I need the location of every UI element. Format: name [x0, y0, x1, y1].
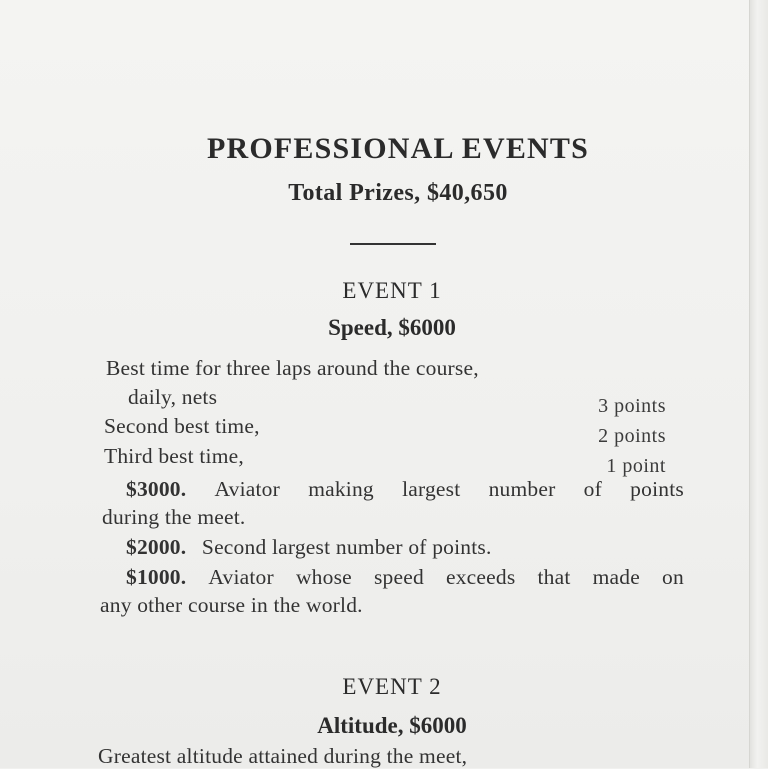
page-title: PROFESSIONAL EVENTS: [206, 132, 590, 165]
event-1-line-3: Second best time,: [104, 414, 260, 438]
prize-1000-word: that: [537, 565, 571, 589]
prize-3000-word: points: [630, 477, 684, 501]
prize-3000-continuation: during the meet.: [102, 505, 246, 529]
event-1-line-1: Best time for three laps around the course,: [106, 356, 479, 380]
divider-rule: [350, 243, 436, 245]
page-edge: [749, 0, 768, 768]
event-1-subheading: Speed, $6000: [328, 315, 456, 340]
prize-3000-word: of: [583, 477, 602, 501]
prize-1000-amount: $1000.: [126, 565, 187, 589]
prize-1000-word: whose: [295, 565, 352, 589]
event-1-points-2: 2 points: [598, 425, 666, 447]
prize-3000-word: making: [308, 477, 374, 501]
event-2-line-1: Greatest altitude attained during the meet,: [98, 744, 468, 768]
prize-1000-line: [126, 565, 684, 590]
total-prizes-subtitle: Total Prizes, $40,650: [288, 180, 508, 206]
prize-1000-continuation: any other course in the world.: [100, 593, 363, 617]
event-1-heading: EVENT 1: [342, 278, 442, 303]
prize-3000-word: largest: [402, 477, 461, 501]
prize-1000-word: exceeds: [445, 565, 516, 589]
event-1-line-4: Third best time,: [104, 444, 244, 468]
event-1-points-3: 1 point: [606, 455, 666, 477]
prize-3000-amount: $3000.: [126, 477, 187, 501]
event-1-points-1: 3 points: [598, 395, 666, 417]
event-2-subheading: Altitude, $6000: [317, 713, 467, 738]
prize-2000-text: Second largest number of points.: [201, 535, 492, 559]
prize-2000-line: [126, 535, 492, 560]
event-2-heading: EVENT 2: [342, 674, 442, 699]
prize-1000-word: on: [662, 565, 684, 589]
prize-2000-amount: $2000.: [126, 535, 187, 559]
event-1-line-2: daily, nets: [128, 385, 218, 409]
prize-1000-word: made: [592, 565, 640, 589]
prize-1000-word: speed: [373, 565, 424, 589]
prize-3000-line: [126, 477, 684, 502]
prize-3000-word: number: [488, 477, 556, 501]
prize-3000-word: Aviator: [214, 477, 280, 501]
prize-1000-word: Aviator: [208, 565, 274, 589]
